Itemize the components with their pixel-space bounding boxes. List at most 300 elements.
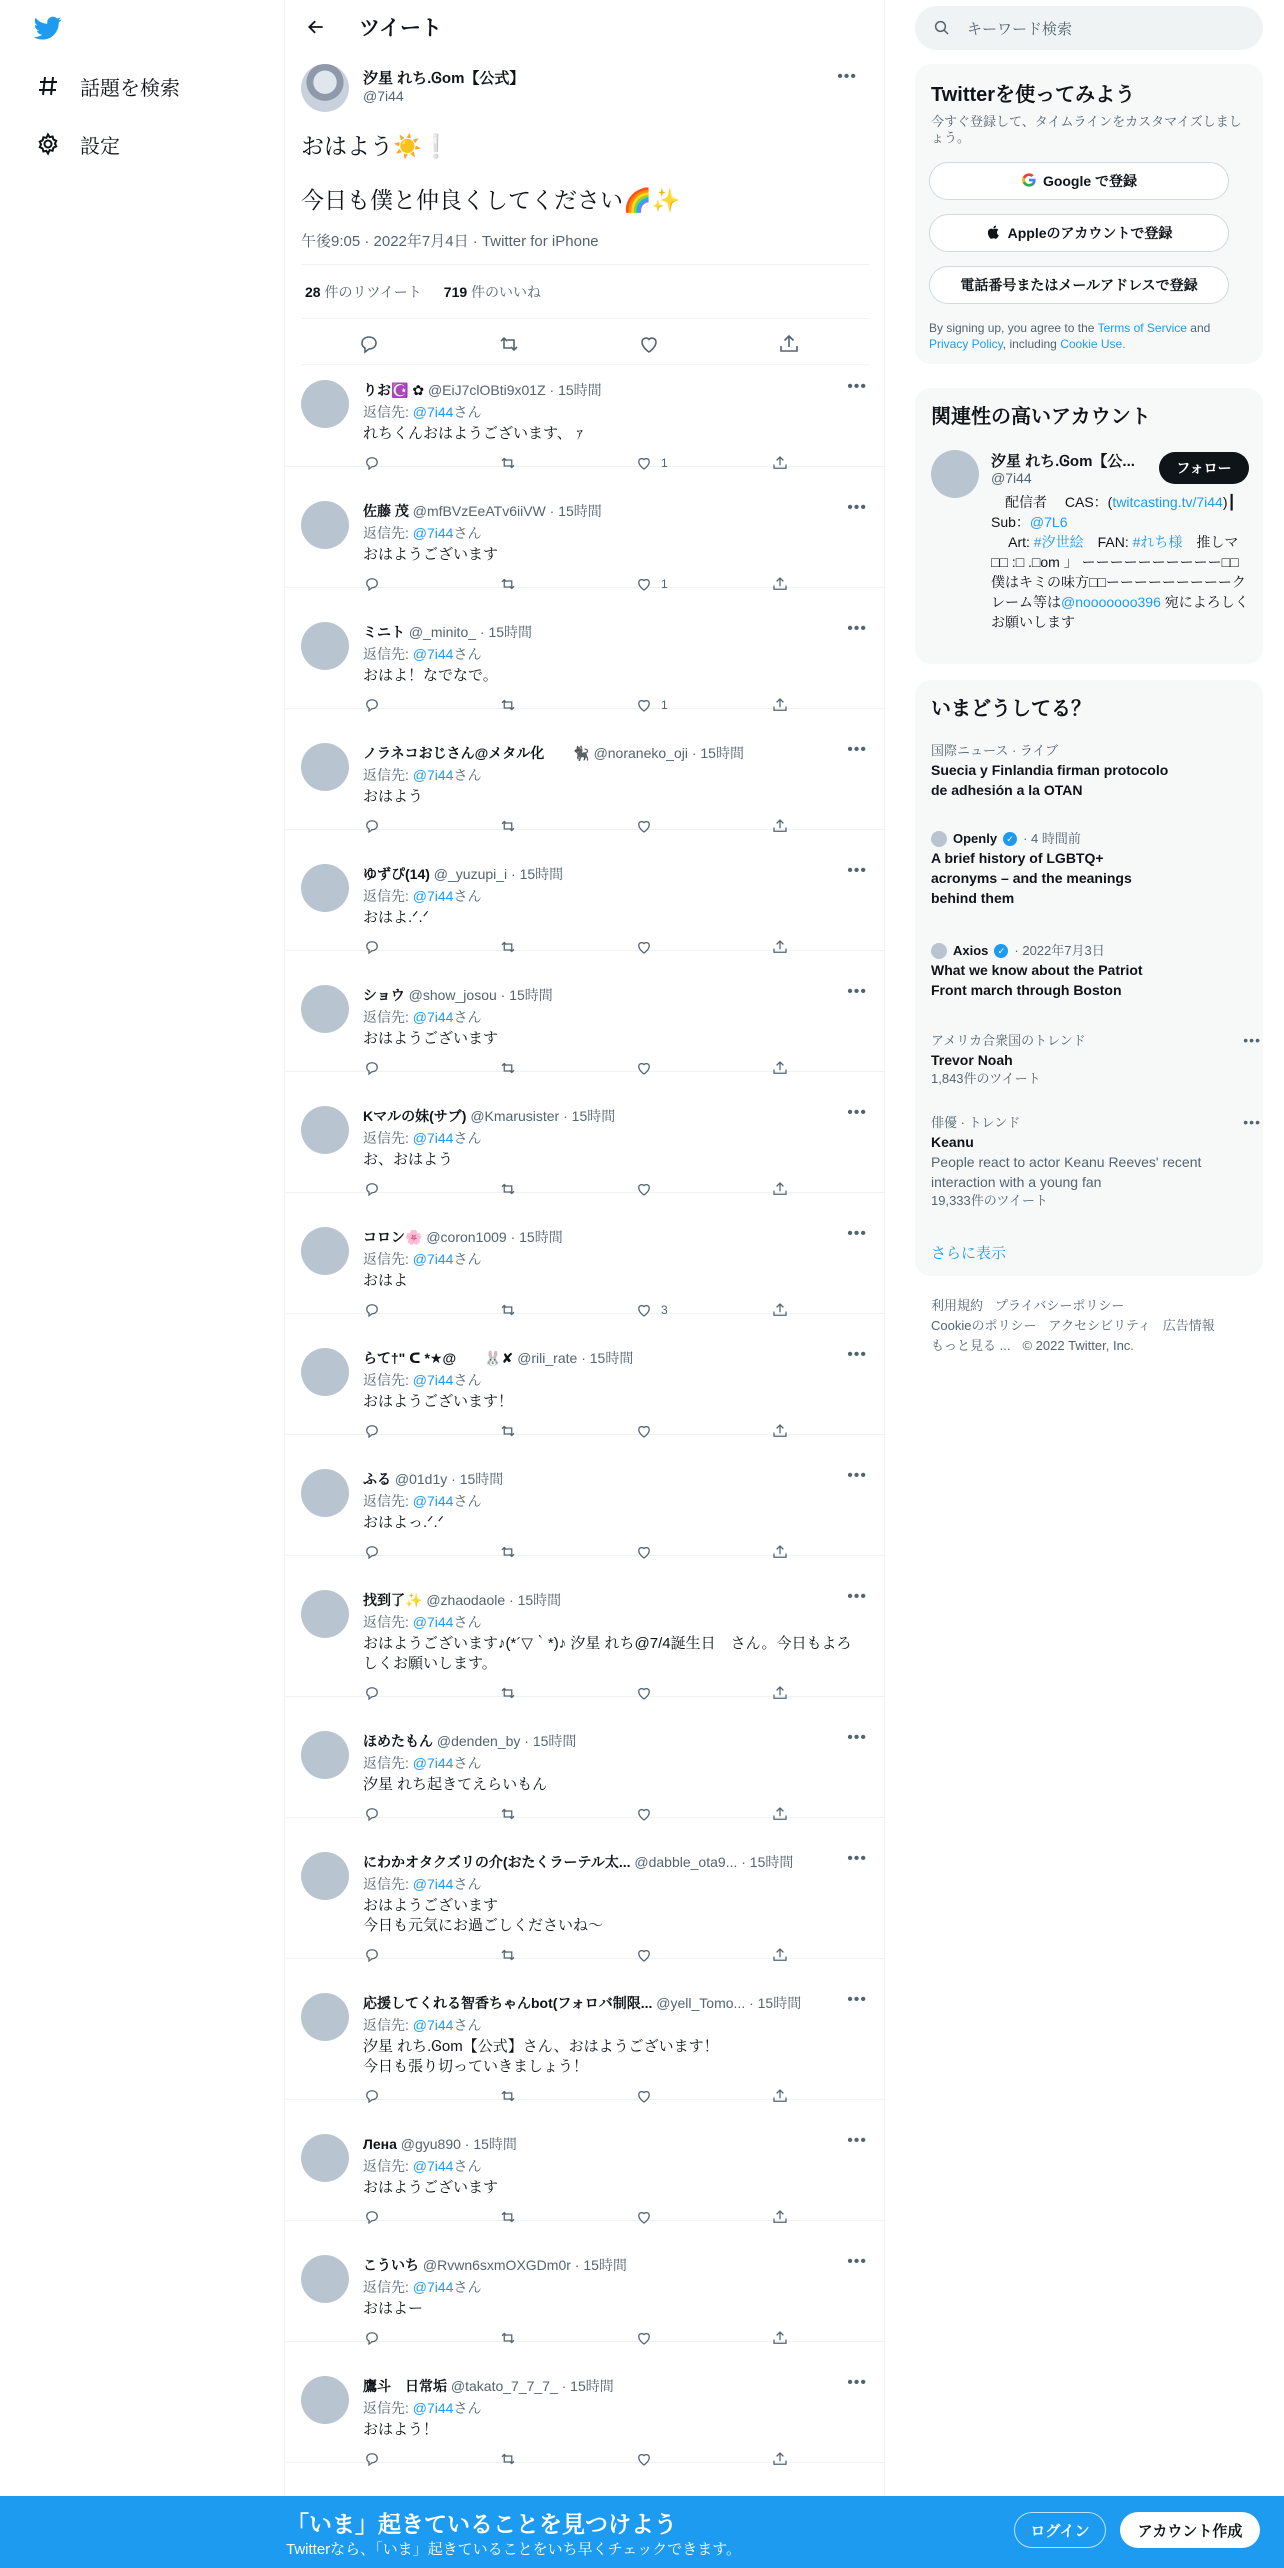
- reply-author-name[interactable]: りお☪️ ✿: [363, 382, 425, 398]
- apple-signup-button[interactable]: [929, 214, 1229, 252]
- share-icon[interactable]: [777, 332, 801, 356]
- reply-suffix: さん: [453, 1614, 482, 1630]
- reply-to: [363, 1612, 481, 1632]
- reply-mention[interactable]: @7i44: [412, 2279, 454, 2295]
- like-icon[interactable]: [635, 2087, 661, 2105]
- reply-author-name[interactable]: 鷹斗 日常垢: [363, 2378, 447, 2394]
- terms-link[interactable]: Terms of Service: [1097, 321, 1187, 335]
- author-name[interactable]: 汐星 れち.Ꮆom【公式】: [363, 70, 525, 87]
- create-account-button[interactable]: アカウント作成: [1120, 2512, 1260, 2548]
- more-icon[interactable]: •••: [847, 862, 867, 879]
- like-icon[interactable]: [635, 2208, 661, 2226]
- nav-explore-label: 話題を検索: [80, 77, 180, 100]
- avatar[interactable]: [301, 1227, 349, 1275]
- like-icon[interactable]: [635, 1805, 661, 1823]
- reply-author-name[interactable]: 找到了✨: [363, 1592, 423, 1608]
- like-icon[interactable]: [635, 454, 668, 472]
- reply-mention[interactable]: @7i44: [412, 404, 454, 420]
- reply-icon[interactable]: [363, 454, 381, 472]
- account-name[interactable]: 汐星 れち.Ꮆom【公...: [991, 453, 1135, 470]
- more-icon[interactable]: •••: [847, 983, 867, 1000]
- share-icon[interactable]: [771, 2450, 789, 2468]
- more-icon[interactable]: •••: [847, 499, 867, 516]
- reply-mention[interactable]: @7i44: [412, 767, 454, 783]
- page-header: [285, 0, 885, 54]
- more-icon[interactable]: •••: [1243, 1032, 1261, 1048]
- nav-settings[interactable]: [36, 124, 120, 164]
- like-icon[interactable]: [635, 1946, 661, 1964]
- like-icon[interactable]: [637, 332, 661, 356]
- reply-author-name[interactable]: にわかオタクズリの介(おたくラーテル太...: [363, 1854, 631, 1870]
- reply-author-handle[interactable]: @denden_by · 15時間: [436, 1733, 577, 1749]
- reply-to: [363, 523, 481, 543]
- reply-author-handle[interactable]: @EiJ7clOBti9x01Z · 15時間: [427, 382, 602, 398]
- more-icon[interactable]: •••: [847, 1991, 867, 2008]
- share-icon[interactable]: [771, 1805, 789, 1823]
- share-icon[interactable]: [771, 2087, 789, 2105]
- share-icon[interactable]: [771, 1946, 789, 1964]
- reply-author-handle[interactable]: @takato_7_7_7_ · 15時間: [450, 2378, 614, 2394]
- reply-text: おはようございます: [363, 546, 499, 563]
- reply-tweet[interactable]: [285, 366, 885, 470]
- reply-tweet[interactable]: [285, 1213, 885, 1317]
- reply-icon[interactable]: [363, 696, 381, 714]
- reply-actions: [363, 454, 823, 474]
- reply-author-handle[interactable]: @coron1009 · 15時間: [426, 1229, 563, 1245]
- reply-author-handle[interactable]: @yell_Tomo... · 15時間: [656, 1995, 802, 2011]
- reply-icon[interactable]: [363, 1059, 381, 1077]
- reply-author-name[interactable]: ノラネコおじさん@メタル化 🐈‍⬛: [363, 745, 590, 761]
- login-button[interactable]: ログイン: [1014, 2512, 1106, 2548]
- avatar[interactable]: [301, 1852, 349, 1900]
- reply-icon[interactable]: [363, 2208, 381, 2226]
- retweet-icon[interactable]: [499, 2329, 517, 2347]
- divider: [301, 318, 869, 319]
- like-icon[interactable]: [635, 696, 668, 714]
- reply-author-name[interactable]: Kマルの妹(サブ): [363, 1108, 467, 1124]
- reply-to-label: 返信先:: [363, 888, 409, 904]
- reply-header: [363, 1852, 793, 1872]
- nav-explore[interactable]: [36, 66, 180, 106]
- reply-tweet[interactable]: [285, 1717, 885, 1818]
- more-icon[interactable]: •••: [847, 1850, 867, 1867]
- cookie-link[interactable]: Cookie Use.: [1060, 337, 1126, 351]
- reply-author-handle[interactable]: @_yuzupi_i · 15時間: [433, 866, 564, 882]
- reply-icon[interactable]: [363, 938, 381, 956]
- avatar[interactable]: [301, 985, 349, 1033]
- retweet-icon[interactable]: [499, 2208, 517, 2226]
- tweet-actions: [301, 328, 869, 362]
- avatar[interactable]: [301, 2134, 349, 2182]
- reply-to: [363, 886, 481, 906]
- reply-icon[interactable]: [363, 2087, 381, 2105]
- avatar[interactable]: [301, 1469, 349, 1517]
- back-arrow-icon[interactable]: [303, 14, 329, 40]
- retweet-icon[interactable]: [499, 817, 517, 835]
- like-count-label: 件のいいね: [471, 284, 542, 300]
- reply-icon[interactable]: [363, 1684, 381, 1702]
- divider: [301, 364, 869, 365]
- more-icon[interactable]: •••: [847, 378, 867, 395]
- reply-to: [363, 1007, 481, 1027]
- reply-to-label: 返信先:: [363, 646, 409, 662]
- reply-mention[interactable]: @7i44: [412, 1130, 454, 1146]
- bio-text: 配信者 CAS：(: [991, 494, 1113, 510]
- reply-tweet[interactable]: [285, 971, 885, 1072]
- show-more-link[interactable]: さらに表示: [931, 1245, 1007, 1262]
- relevant-accounts-card: [915, 388, 1263, 664]
- trend-title: Suecia y Finlandia firman protocolo de adhesión a la OTAN: [931, 762, 1169, 798]
- reply-author-handle[interactable]: @noraneko_oji · 15時間: [593, 745, 744, 761]
- more-icon[interactable]: •••: [847, 1346, 867, 1363]
- avatar[interactable]: [931, 450, 979, 498]
- reply-author-handle[interactable]: @gyu890 · 15時間: [400, 2136, 517, 2152]
- share-icon[interactable]: [771, 696, 789, 714]
- reply-suffix: さん: [453, 1251, 482, 1267]
- reply-to: [363, 402, 481, 422]
- reply-mention[interactable]: @7i44: [412, 1755, 454, 1771]
- trend-item[interactable]: [931, 1032, 1261, 1088]
- verified-icon: ✓: [1003, 832, 1017, 846]
- reply-suffix: さん: [453, 1372, 482, 1388]
- reply-author-name[interactable]: コロン🌸: [363, 1229, 423, 1245]
- bio-mention[interactable]: @nooooooo396: [1061, 594, 1161, 610]
- reply-author-handle[interactable]: @show_josou · 15時間: [408, 987, 553, 1003]
- reply-header: [363, 1469, 503, 1489]
- reply-mention[interactable]: @7i44: [412, 646, 454, 662]
- reply-author-name[interactable]: こういち: [363, 2257, 419, 2273]
- trends-title: いまどうしてる？: [931, 698, 1091, 720]
- reply-actions: [363, 1543, 823, 1563]
- reply-icon[interactable]: [363, 1301, 381, 1319]
- account-handle[interactable]: @7i44: [991, 470, 1032, 486]
- share-icon[interactable]: [771, 1180, 789, 1198]
- footer-link[interactable]: アクセシビリティ: [1048, 1318, 1151, 1333]
- reply-text: おはよ.ᐟ.ᐟ: [363, 909, 430, 926]
- reply-header: [363, 1348, 633, 1368]
- retweet-icon[interactable]: [499, 454, 517, 472]
- reply-tweet[interactable]: [285, 1092, 885, 1193]
- reply-text: おはよー: [363, 2300, 424, 2317]
- tweet-text-line: 今日も僕と仲良くしてください🌈✨: [301, 187, 681, 213]
- reply-author-name[interactable]: ミニト: [363, 624, 405, 640]
- share-icon[interactable]: [771, 1301, 789, 1319]
- reply-mention[interactable]: @7i44: [412, 1372, 454, 1388]
- more-icon[interactable]: •••: [1243, 1114, 1261, 1130]
- reply-author-handle[interactable]: @01d1y · 15時間: [394, 1471, 504, 1487]
- reply-mention[interactable]: @7i44: [412, 525, 454, 541]
- reply-to-label: 返信先:: [363, 1614, 409, 1630]
- trend-context: 国際ニュース · ライブ: [931, 743, 1059, 758]
- follow-button[interactable]: フォロー: [1159, 452, 1249, 484]
- more-icon[interactable]: •••: [847, 2132, 867, 2149]
- search-input[interactable]: [915, 6, 1263, 50]
- trend-time: · 2022年7月3日: [1014, 943, 1105, 958]
- phone-email-signup-button[interactable]: [929, 266, 1229, 304]
- reply-header: [363, 622, 532, 642]
- twitter-logo-icon[interactable]: [32, 14, 64, 42]
- relevant-title: 関連性の高いアカウント: [931, 406, 1151, 428]
- reply-author-name[interactable]: らて†" ᑕ *★@ 🐰✘: [363, 1350, 514, 1366]
- like-icon[interactable]: [635, 1684, 661, 1702]
- reply-header: [363, 1993, 801, 2013]
- reply-tweet[interactable]: [285, 487, 885, 591]
- reply-to-label: 返信先:: [363, 1251, 409, 1267]
- share-icon[interactable]: [771, 1422, 789, 1440]
- reply-text: おはようございます！: [363, 1393, 514, 1410]
- share-icon[interactable]: [771, 454, 789, 472]
- like-icon[interactable]: [635, 575, 668, 593]
- reply-mention[interactable]: @7i44: [412, 2017, 454, 2033]
- reply-author-name[interactable]: 佐藤 茂: [363, 503, 409, 519]
- more-icon[interactable]: •••: [847, 1588, 867, 1605]
- reply-to-label: 返信先:: [363, 2158, 409, 2174]
- privacy-link[interactable]: Privacy Policy: [929, 337, 1003, 351]
- left-nav: [0, 0, 284, 2568]
- reply-icon[interactable]: [363, 817, 381, 835]
- footer-links: [931, 1296, 1261, 1356]
- reply-header: [363, 985, 553, 1005]
- google-signup-button[interactable]: [929, 162, 1229, 200]
- reply-to-label: 返信先:: [363, 404, 409, 420]
- more-icon[interactable]: •••: [847, 2253, 867, 2270]
- reply-tweet[interactable]: [285, 1576, 885, 1697]
- like-icon[interactable]: [635, 1059, 661, 1077]
- like-icon[interactable]: [635, 1180, 661, 1198]
- reply-suffix: さん: [453, 1876, 482, 1892]
- retweet-icon[interactable]: [499, 1059, 517, 1077]
- reply-author-handle[interactable]: @rili_rate · 15時間: [517, 1350, 634, 1366]
- reply-author-handle[interactable]: @Rvwn6sxmOXGDm0r · 15時間: [422, 2257, 627, 2273]
- avatar[interactable]: [301, 501, 349, 549]
- avatar[interactable]: [301, 1731, 349, 1779]
- more-icon[interactable]: •••: [837, 68, 857, 85]
- legal-and: and: [1190, 321, 1211, 335]
- tweet-text-line: おはよう☀️❕: [301, 133, 451, 159]
- trend-title: A brief history of LGBTQ+ acronyms – and the meanings behind them: [931, 850, 1132, 906]
- more-icon[interactable]: •••: [847, 1467, 867, 1484]
- reply-to: [363, 2156, 481, 2176]
- reply-to-label: 返信先:: [363, 1009, 409, 1025]
- retweet-icon[interactable]: [497, 332, 521, 356]
- reply-mention[interactable]: @7i44: [412, 888, 454, 904]
- reply-author-handle[interactable]: @dabble_ota9... · 15時間: [634, 1854, 794, 1870]
- like-icon[interactable]: [635, 1543, 661, 1561]
- avatar[interactable]: [301, 380, 349, 428]
- bio-hashtag[interactable]: #汐世絵: [1033, 534, 1084, 550]
- share-icon[interactable]: [771, 1684, 789, 1702]
- reply-mention[interactable]: @7i44: [412, 2158, 454, 2174]
- like-icon[interactable]: [635, 2450, 661, 2468]
- reply-to-label: 返信先:: [363, 525, 409, 541]
- reply-actions: [363, 1805, 823, 1825]
- like-icon[interactable]: [635, 1422, 661, 1440]
- reply-tweet[interactable]: [285, 2241, 885, 2342]
- avatar[interactable]: [301, 1590, 349, 1638]
- reply-text: おはよっ.ᐟ.ᐟ: [363, 1514, 445, 1531]
- reply-mention[interactable]: @7i44: [412, 1251, 454, 1267]
- avatar[interactable]: [301, 2376, 349, 2424]
- avatar[interactable]: [301, 864, 349, 912]
- reply-tweet[interactable]: [285, 608, 885, 712]
- reply-header: [363, 2255, 627, 2275]
- footer-link[interactable]: Cookieのポリシー: [931, 1318, 1037, 1333]
- reply-to: [363, 2277, 481, 2297]
- apple-signup-label: Appleのアカウントで登録: [1007, 225, 1173, 241]
- reply-actions: [363, 2208, 823, 2228]
- avatar[interactable]: [301, 2255, 349, 2303]
- retweet-icon[interactable]: [499, 1684, 517, 1702]
- footer-link[interactable]: もっと見る ...: [931, 1338, 1011, 1353]
- retweet-icon[interactable]: [499, 575, 517, 593]
- trend-count: 19,333件のツイート: [931, 1193, 1048, 1208]
- reply-author-handle[interactable]: @Kmarusister · 15時間: [470, 1108, 616, 1124]
- reply-text: 汐星 れち.Ꮆom【公式】さん、おはようございます！ 今日も張り切っていきましょう！: [363, 2038, 719, 2075]
- reply-tweet[interactable]: [285, 1979, 885, 2100]
- avatar[interactable]: [301, 743, 349, 791]
- tweet-timestamp[interactable]: 午後9:05 · 2022年7月4日 · Twitter for iPhone: [301, 233, 599, 250]
- reply-tweet[interactable]: [285, 2362, 885, 2463]
- like-icon[interactable]: [635, 2329, 661, 2347]
- share-icon[interactable]: [771, 2208, 789, 2226]
- reply-mention[interactable]: @7i44: [412, 1493, 454, 1509]
- bio-mention[interactable]: @7L6: [1029, 514, 1068, 530]
- reply-icon[interactable]: [363, 2329, 381, 2347]
- share-icon[interactable]: [771, 1059, 789, 1077]
- reply-tweet[interactable]: [285, 1334, 885, 1435]
- reply-author-name[interactable]: 応援してくれる智香ちゃんbot(フォロバ制限...: [363, 1995, 653, 2011]
- reply-to-label: 返信先:: [363, 767, 409, 783]
- reply-icon[interactable]: [363, 1805, 381, 1823]
- divider: [301, 264, 869, 265]
- reply-text: 汐星 れち起きてえらいもん: [363, 1776, 548, 1793]
- like-icon[interactable]: [635, 817, 661, 835]
- reply-icon[interactable]: [363, 1422, 381, 1440]
- copyright: © 2022 Twitter, Inc.: [1022, 1338, 1134, 1353]
- reply-mention[interactable]: @7i44: [412, 1614, 454, 1630]
- trend-item[interactable]: [931, 942, 1251, 1000]
- share-icon[interactable]: [771, 1543, 789, 1561]
- reply-author-name[interactable]: ふる: [363, 1471, 391, 1487]
- like-count: 1: [661, 698, 668, 712]
- footer-link[interactable]: 利用規約: [931, 1298, 984, 1313]
- reply-icon[interactable]: [363, 2450, 381, 2468]
- trend-item[interactable]: [931, 742, 1251, 800]
- retweet-icon[interactable]: [499, 938, 517, 956]
- footer-link[interactable]: 広告情報: [1162, 1318, 1215, 1333]
- reply-icon[interactable]: [363, 1946, 381, 1964]
- reply-to: [363, 1753, 481, 1773]
- avatar[interactable]: [301, 64, 349, 112]
- bio-text: FAN:: [1083, 534, 1133, 550]
- reply-to: [363, 1874, 481, 1894]
- retweet-icon[interactable]: [499, 696, 517, 714]
- reply-author-name[interactable]: ほめたもん: [363, 1733, 433, 1749]
- retweet-icon[interactable]: [499, 2087, 517, 2105]
- bio-text: 推しマ□□ :□ .□om 」 ーーーーーーーーーー□□僕はキミの味方□□ーーーーーーーーークレーム等は: [991, 534, 1246, 610]
- reply-header: [363, 2376, 614, 2396]
- reply-mention[interactable]: @7i44: [412, 2400, 454, 2416]
- reply-tweet[interactable]: [285, 850, 885, 951]
- retweet-icon[interactable]: [499, 1422, 517, 1440]
- reply-to-label: 返信先:: [363, 1130, 409, 1146]
- avatar[interactable]: [301, 1993, 349, 2041]
- reply-to-label: 返信先:: [363, 2400, 409, 2416]
- avatar[interactable]: [301, 1348, 349, 1396]
- like-count-link[interactable]: [444, 282, 541, 302]
- reply-icon[interactable]: [363, 1543, 381, 1561]
- retweet-count-link[interactable]: [305, 282, 422, 302]
- like-icon[interactable]: [635, 938, 661, 956]
- reply-icon[interactable]: [363, 1180, 381, 1198]
- like-icon[interactable]: [635, 1301, 668, 1319]
- reply-icon[interactable]: [363, 575, 381, 593]
- reply-to-label: 返信先:: [363, 1372, 409, 1388]
- more-icon[interactable]: •••: [847, 620, 867, 637]
- more-icon[interactable]: •••: [847, 741, 867, 758]
- more-icon[interactable]: •••: [847, 2374, 867, 2391]
- reply-author-handle[interactable]: @zhaodaole · 15時間: [426, 1592, 562, 1608]
- more-icon[interactable]: •••: [847, 1225, 867, 1242]
- reply-mention[interactable]: @7i44: [412, 1009, 454, 1025]
- banner-subtitle: Twitterなら、「いま」起きていることをいち早くチェックできます。: [286, 2541, 742, 2558]
- avatar[interactable]: [301, 622, 349, 670]
- share-icon[interactable]: [771, 575, 789, 593]
- reply-author-handle[interactable]: @mfBVzEeATv6iiVW · 15時間: [412, 503, 602, 519]
- more-icon[interactable]: •••: [847, 1104, 867, 1121]
- author-handle[interactable]: @7i44: [363, 88, 404, 104]
- like-count: 3: [661, 1303, 668, 1317]
- reply-icon[interactable]: [357, 332, 381, 356]
- trend-context: 俳優 · トレンド: [931, 1115, 1021, 1130]
- bio-link[interactable]: twitcasting.tv/7i44: [1112, 494, 1223, 510]
- retweet-icon[interactable]: [499, 1301, 517, 1319]
- reply-to: [363, 1249, 481, 1269]
- reply-author-name[interactable]: ゆずぴ(14): [363, 866, 430, 882]
- reply-mention[interactable]: @7i44: [412, 1876, 454, 1892]
- bio-text: Art:: [1008, 534, 1030, 550]
- reply-author-name[interactable]: Лена: [363, 2136, 397, 2152]
- retweet-icon[interactable]: [499, 2450, 517, 2468]
- reply-tweet[interactable]: [285, 729, 885, 830]
- main-column: [284, 0, 885, 2500]
- share-icon[interactable]: [771, 817, 789, 835]
- retweet-icon[interactable]: [499, 1543, 517, 1561]
- reply-suffix: さん: [453, 646, 482, 662]
- reply-tweet[interactable]: [285, 1455, 885, 1556]
- reply-header: [363, 864, 563, 884]
- avatar[interactable]: [301, 1106, 349, 1154]
- reply-tweet[interactable]: [285, 2120, 885, 2221]
- reply-to-label: 返信先:: [363, 1876, 409, 1892]
- retweet-icon[interactable]: [499, 1946, 517, 1964]
- reply-author-handle[interactable]: @_minito_ · 15時間: [408, 624, 533, 640]
- retweet-icon[interactable]: [499, 1805, 517, 1823]
- footer-link[interactable]: プライバシーポリシー: [995, 1298, 1125, 1313]
- reply-actions: [363, 817, 823, 837]
- share-icon[interactable]: [771, 938, 789, 956]
- retweet-icon[interactable]: [499, 1180, 517, 1198]
- trend-item[interactable]: [931, 830, 1251, 908]
- reply-text: お、おはよう: [363, 1151, 454, 1168]
- trend-item[interactable]: [931, 1114, 1261, 1210]
- reply-tweet[interactable]: [285, 1838, 885, 1959]
- signup-title: Twitterを使ってみよう: [931, 84, 1136, 106]
- bio-hashtag[interactable]: #れち様: [1132, 534, 1183, 550]
- more-icon[interactable]: •••: [847, 1729, 867, 1746]
- reply-author-name[interactable]: ショウ: [363, 987, 405, 1003]
- share-icon[interactable]: [771, 2329, 789, 2347]
